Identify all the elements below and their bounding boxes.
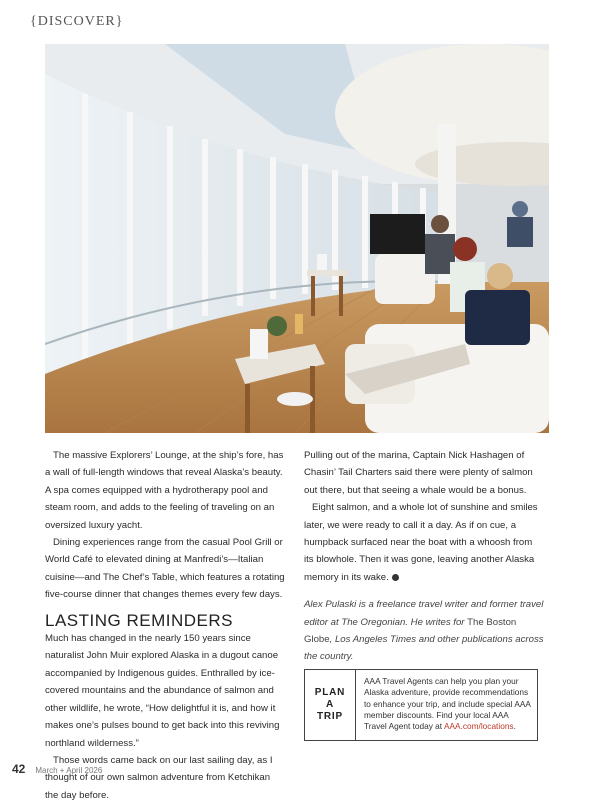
section-header: {DISCOVER} — [30, 14, 124, 29]
page-number: 42 — [12, 762, 26, 776]
plan-trip-end: . — [513, 721, 516, 732]
article-paragraph: Much has changed in the nearly 150 years since naturalist John Muir explored Alaska in a dugout canoe accompanied by Indigenous guides. Enthralled by ice-covered mountains and the abundance of salmon and other wildlife, he wrote, “How delightful it is, and how it makes one’s pulses bound to get back into this reviving northland wilderness.” — [45, 633, 280, 749]
author-bio — [304, 596, 544, 666]
article-paragraph: The massive Explorers’ Lounge, at the ship’s fore, has a wall of full-length windows that reveal Alaska’s beauty. A spa comes equipped with a hydrotherapy pool and steam room, and adds to the feeling of traveling on an oversized luxury yacht. — [45, 450, 284, 531]
article-paragraph: Dining experiences range from the casual Pool Grill or World Café to elevated dining at Manfredi’s—Italian cuisine—and The Chef’s Table, which features a rotating five-course dinner that changes themes every few days. — [45, 537, 285, 601]
plan-label-line: TRIP — [317, 711, 343, 722]
plan-label-line: A — [325, 699, 335, 710]
publication-name: The Boston Globe — [304, 616, 517, 646]
article-paragraph: Pulling out of the marina, Captain Nick Hashagen of Chasin’ Tail Charters said there were plenty of salmon out there, but that seeing a whale would be a bonus. — [304, 450, 533, 496]
article-right-column — [304, 447, 544, 666]
plan-a-trip-text — [356, 670, 537, 740]
article-paragraph-text: Eight salmon, and a whole lot of sunshine and smiles later, we were ready to call it a day. As if on cue, a humpback surfaced near the boat with a whoosh from its blowhole. Then it was gone, leaving another Alaska memory in its wake. — [304, 502, 538, 583]
plan-label-line: PLAN — [314, 687, 346, 698]
author-bio-text: Alex Pulaski is a freelance travel writer and former travel editor at The Oregonian. He writes for — [304, 599, 544, 628]
plan-a-trip-label — [305, 670, 356, 740]
article-paragraph: Those words came back on our last sailing day, as I thought of our own salmon adventure from Ketchikan the day before. — [45, 754, 273, 801]
author-bio-text-end: , Los Angeles Times and other publications across the country. — [304, 634, 544, 663]
article-paragraph — [304, 499, 544, 586]
page-footer — [12, 762, 102, 776]
lounge-photo — [45, 44, 549, 433]
aaa-locations-link[interactable]: AAA.com/locations — [443, 721, 514, 732]
end-mark-icon — [392, 574, 399, 581]
article-left-column — [45, 447, 285, 804]
plan-trip-body: AAA Travel Agents can help you plan your Alaska adventure, provide recommendations to enhance your trip, and include special AAA member discounts. Find your local AAA Travel Agent today at — [364, 676, 531, 732]
section-heading: LASTING REMINDERS — [45, 610, 233, 630]
issue-date: March + April 2026 — [35, 766, 103, 775]
plan-a-trip-box — [304, 669, 538, 741]
